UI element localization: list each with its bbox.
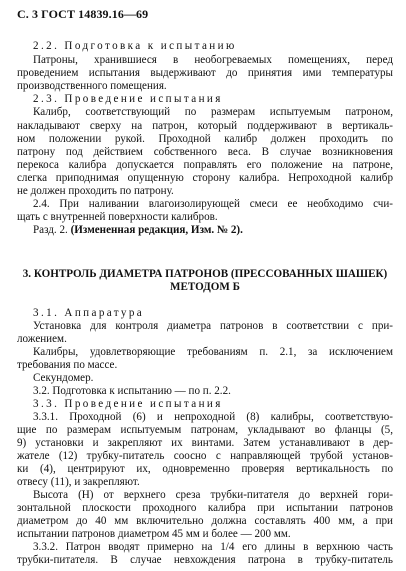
paragraph-last-line: отвесу (11), и закрепляют. — [17, 476, 140, 488]
subsection-title: 2.2. Подготовка к испытанию — [33, 40, 237, 52]
paragraph-first-line: 3.3.2. Патрон вводят примерно на 1/4 его длины в верхнюю часть — [33, 541, 393, 553]
paragraph-line: 9) установки и закрепляют их винтами. Затем устанавливают в дер- — [17, 437, 393, 449]
paragraph-first-line: Установка для контроля диаметра патронов в соответствии с при- — [33, 320, 393, 332]
paragraph-line: ном положении рукой. Проходной калибр должен проходить по — [17, 133, 393, 145]
paragraph-last-line: не должен проходить по патрону. — [17, 185, 174, 197]
paragraph-last-line: испытании патронов диаметром 45 мм и более — 200 мм. — [17, 528, 291, 540]
paragraph-line: 3.2. Подготовка к испытанию — по п. 2.2. — [33, 385, 231, 397]
paragraph-first-line: Калибр, соответствующий по размерам испытуемым патроном, — [33, 106, 393, 118]
amendment-section: Разд. 2. — [33, 224, 68, 236]
amendment-bold: (Измененная редакция, Изм. № 2). — [70, 224, 243, 236]
paragraph-line: щие по размерам испытуемым патронам, укладывают во фланцы (5, — [17, 424, 393, 436]
paragraph-last-line: требования по массе. — [17, 359, 118, 371]
paragraph-first-line: Калибры, удовлетворяющие требованиям п. 2.1, за исключением — [33, 346, 393, 358]
paragraph-last-line: ложением. — [17, 333, 67, 345]
subsection-title: 2.3. Проведение испытания — [33, 93, 223, 105]
paragraph-line: накладывают сверху на патрон, который поддерживают в вертикаль- — [17, 120, 393, 132]
paragraph-last-line: щать с внутренней поверхности калибров. — [17, 211, 218, 223]
paragraph-line: диаметром до 40 мм включительно должна составлять 400 мм, а при — [17, 515, 393, 527]
paragraph-line: слегка приподнимая опущенную сторону калибра. Непроходной калибр — [17, 172, 393, 184]
paragraph-last-line: производственного помещения. — [17, 80, 167, 92]
paragraph-line: патрону под действием собственного веса. В случае возникновения — [17, 146, 393, 158]
paragraph-line: Секундомер. — [33, 372, 94, 384]
paragraph-first-line: Патроны, хранившиеся в необогреваемых помещениях, перед — [33, 54, 393, 66]
section-heading: МЕТОДОМ Б — [169, 281, 241, 293]
paragraph-first-line: 3.3.1. Проходной (6) и непроходной (8) калибры, соответствую- — [33, 411, 393, 423]
subsection-title: 3.3. Проведение испытания — [33, 398, 223, 410]
section-heading: 3. КОНТРОЛЬ ДИАМЕТРА ПАТРОНОВ (ПРЕССОВАННЫХ ШАШЕК) — [22, 268, 388, 280]
paragraph-line: ки (4), центрируют их, одновременно проверяя вертикальность по — [17, 463, 393, 475]
amendment-note — [33, 224, 393, 237]
paragraph-line: проведением испытания выдерживают до принятия ими температуры — [17, 67, 393, 79]
paragraph-line: перекоса калибра допускается поправлять его положение на патроне, — [17, 159, 393, 171]
paragraph-first-line: 2.4. При наливании влагоизолирующей смеси ее необходимо счи- — [33, 198, 393, 210]
paragraph-line: трубки-питателя. В случае невхождения патрона в трубку-питатель — [17, 554, 393, 566]
paragraph-line: жателе (12) трубку-питатель соосно с направляющей трубой установ- — [17, 450, 393, 462]
paragraph-first-line: Высота (Н) от верхнего среза трубки-питателя до верхней гори- — [33, 489, 393, 501]
page-header: С. 3 ГОСТ 14839.16—69 — [17, 7, 149, 21]
paragraph-line: зонтальной плоскости проходного калибра при испытании патронов — [17, 502, 393, 514]
subsection-title: 3.1. Аппаратура — [33, 307, 145, 319]
